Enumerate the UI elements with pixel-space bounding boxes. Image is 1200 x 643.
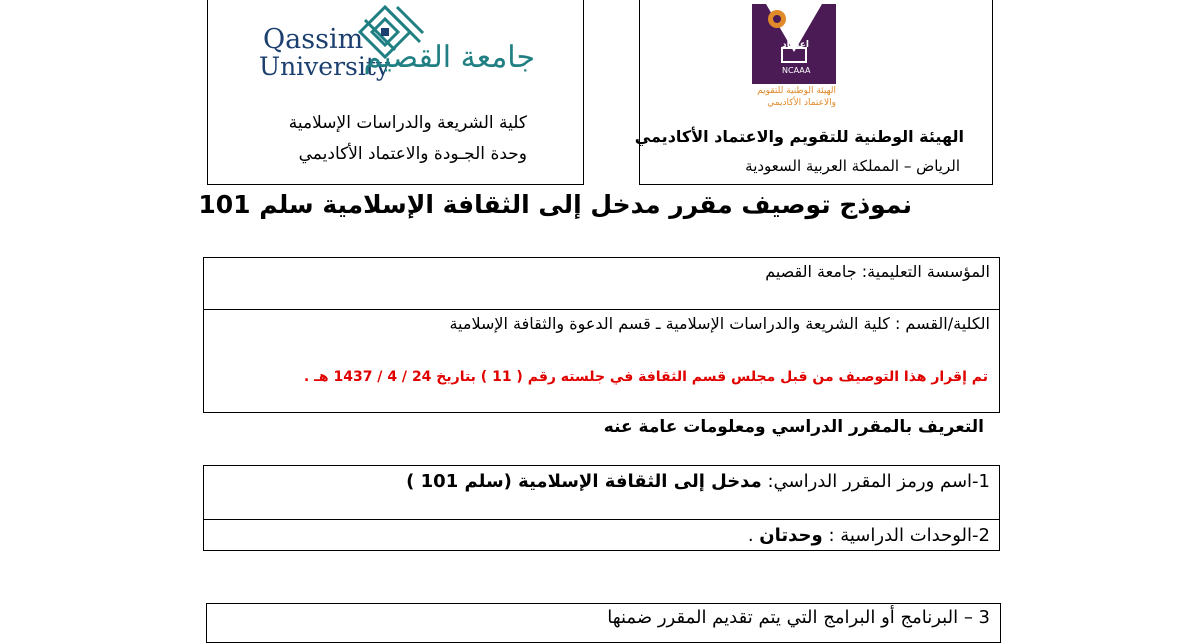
institution-label: المؤسسة التعليمية: جامعة القصيم [765,262,990,281]
course-info-row-divider [203,519,1000,520]
qassim-logo-en-line2: University [259,52,391,81]
course-item-1-prefix: 1-اسم ورمز المقرر الدراسي: [761,471,990,492]
header-bottom-border-right [639,184,993,185]
qassim-logo-ar: جامعة القصيم [363,40,535,75]
qassim-university-logo [255,0,545,90]
ncaaa-logo-en: NCAAA [782,66,811,75]
ncaaa-logo-ar: اعتماد [782,40,809,50]
college-line-2: وحدة الجـودة والاعتماد الأكاديمي [298,144,527,164]
header-bottom-border-left [207,184,584,185]
section-heading: التعريف بالمقرر الدراسي ومعلومات عامة عنه [603,417,984,437]
approval-note: تم إقرار هذا التوصيف من قبل مجلس قسم الثقافة في جلسته رقم ( 11 ) بتاريخ 24 / 4 / 1437 هـ . [303,369,988,385]
course-item-2-suffix: . [747,525,760,546]
ncaaa-logo [752,4,836,110]
header-mid-border-right [639,0,640,185]
college-line-1: كلية الشريعة والدراسات الإسلامية [288,113,527,133]
header-left-border [207,0,208,185]
course-item-2 [748,525,990,546]
qassim-logo-en-line1: Qassim [263,24,364,55]
ncaaa-title: الهيئة الوطنية للتقويم والاعتماد الأكاديمي [634,127,964,146]
ncaaa-logo-sub2: والاعتماد الأكاديمي [767,98,836,108]
course-item-2-value: وحدتان [759,525,823,546]
college-department: الكلية/القسم : كلية الشريعة والدراسات الإسلامية ـ قسم الدعوة والثقافة الإسلامية [449,314,990,333]
course-item-1 [406,471,990,492]
institution-row-divider [203,309,1000,310]
ncaaa-location: الرياض – المملكة العربية السعودية [745,157,960,175]
course-item-2-prefix: 2-الوحدات الدراسية : [822,525,990,546]
ncaaa-logo-sub1: الهيئة الوطنية للتقويم [757,86,836,96]
document-title: نموذج توصيف مقرر مدخل إلى الثقافة الإسلامية سلم 101 [198,190,912,219]
course-item-3: 3 – البرنامج أو البرامج التي يتم تقديم المقرر ضمنها [607,607,990,628]
header-mid-border-left [583,0,584,185]
course-item-1-value: مدخل إلى الثقافة الإسلامية (سلم 101 ) [406,471,762,492]
header-right-border [992,0,993,185]
